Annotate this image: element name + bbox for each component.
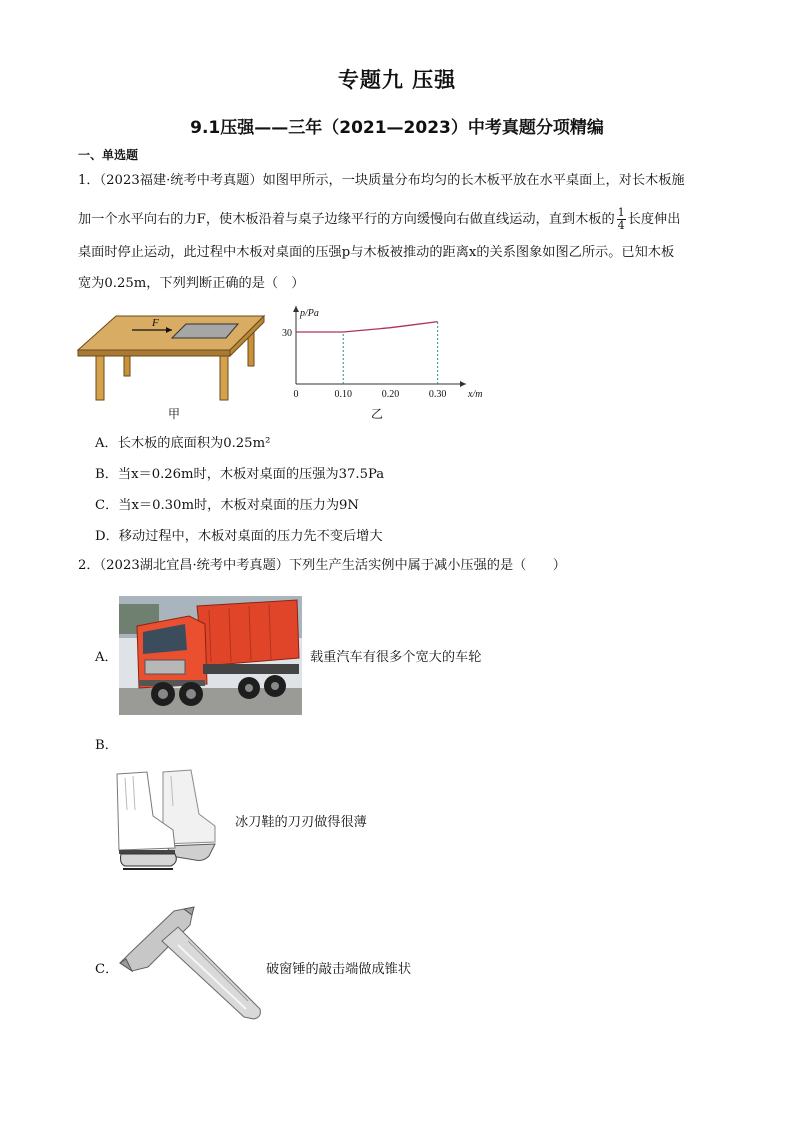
fraction-denominator: 4: [617, 219, 625, 232]
q2-option-a-letter: A．: [95, 650, 118, 665]
q2-option-c-text: 破窗锤的敲击端做成锥状: [266, 962, 412, 977]
q1-option-a: A．长木板的底面积为0.25m²: [95, 436, 271, 451]
q2-stem: 2．（2023湖北宜昌·统考中考真题）下列生产生活实例中属于减小压强的是（ ）: [78, 558, 566, 573]
q1-line-3: 桌面时停止运动，此过程中木板对桌面的压强p与木板被推动的距离x的关系图象如图乙所示。已知木板: [78, 245, 675, 260]
y-axis-label: p/Pa: [300, 308, 319, 319]
force-label: F: [152, 317, 159, 329]
ice-skates-image: [111, 766, 223, 872]
q2-option-b-letter: B．: [95, 738, 118, 753]
q2-option-c-letter: C．: [95, 962, 119, 977]
q2-option-b-text: 冰刀鞋的刀刃做得很薄: [235, 815, 367, 830]
q1-line-2: [78, 207, 680, 232]
section-heading: 一、单选题: [78, 148, 139, 162]
x-tick-label: 0.30: [428, 389, 447, 400]
y-tick-label: 30: [282, 328, 292, 339]
figure-yi-caption: 乙: [371, 407, 384, 421]
q1-option-c: C．当x＝0.30m时，木板对桌面的压力为9N: [95, 498, 359, 513]
series-line: [296, 322, 438, 332]
x-tick-label: 0.20: [381, 389, 400, 400]
safety-hammer-image: [118, 905, 263, 1023]
fraction-numerator: 1: [617, 206, 625, 219]
q1-line-4: 宽为0.25m，下列判断正确的是（ ）: [78, 276, 305, 291]
q1-line-1: 1．（2023福建·统考中考真题）如图甲所示，一块质量分布均匀的长木板平放在水平桌面上，对长木板施: [78, 173, 685, 188]
q1-option-d: D．移动过程中，木板对桌面的压力先不变后增大: [95, 529, 383, 544]
figure-jia-table: [74, 306, 268, 402]
page-title: 专题九 压强: [337, 68, 457, 92]
x-axis-label: x/m: [468, 389, 483, 400]
x-tick-label: 0: [293, 389, 299, 400]
q2-option-a-text: 载重汽车有很多个宽大的车轮: [310, 650, 482, 665]
dump-truck-image: [119, 596, 302, 715]
figure-yi-chart: [270, 300, 490, 408]
q1-line-2a: 加一个水平向右的力F，使木板沿着与桌子边缘平行的方向缓慢向右做直线运动，直到木板的: [78, 212, 615, 227]
q1-option-b: B．当x＝0.26m时，木板对桌面的压强为37.5Pa: [95, 467, 385, 482]
one-quarter-fraction: [617, 207, 626, 232]
y-axis-arrow: [293, 306, 299, 312]
x-tick-label: 0.10: [334, 389, 352, 400]
figure-jia-caption: 甲: [168, 407, 181, 421]
page-subtitle: 9.1压强——三年（2021—2023）中考真题分项精编: [190, 118, 604, 138]
x-axis-arrow: [460, 381, 466, 387]
q1-line-2b: 长度伸出: [627, 212, 681, 227]
